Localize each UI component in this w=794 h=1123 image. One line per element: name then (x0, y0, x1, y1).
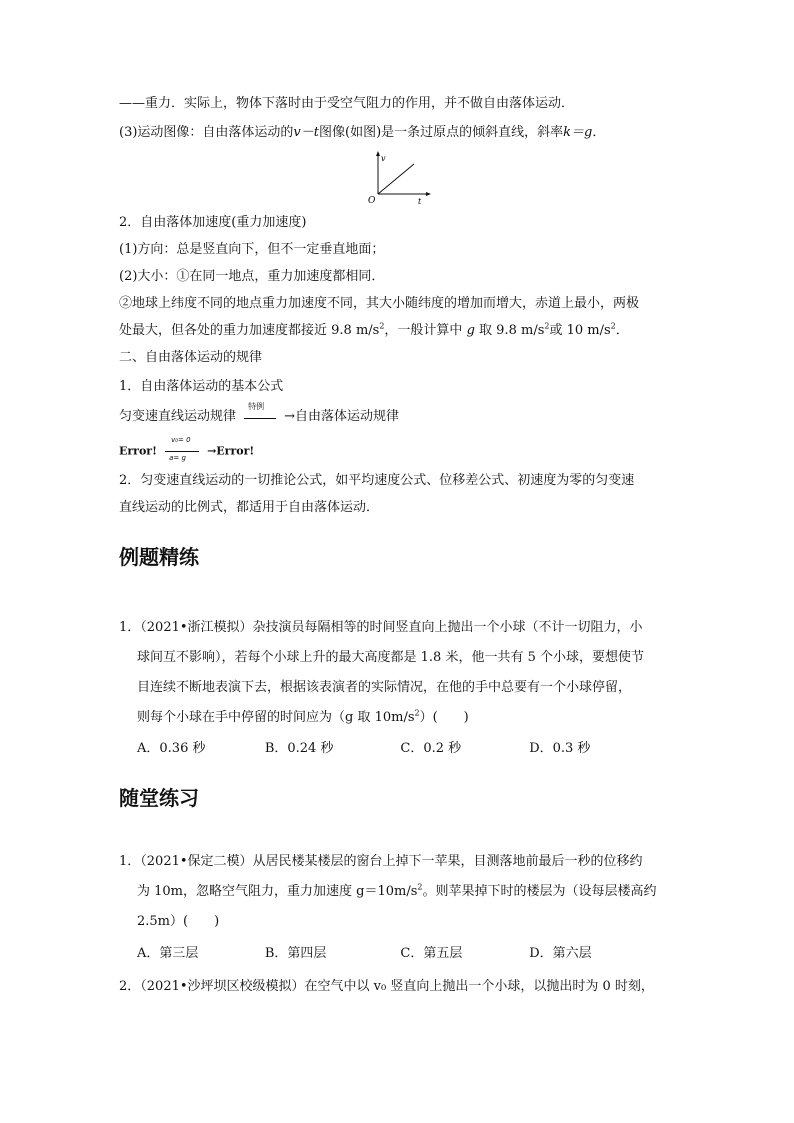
text-line (119, 499, 379, 517)
question-line (137, 709, 469, 727)
text-span: 处最大，但各处的重力加速度都接近 9.8 m/s (119, 323, 380, 338)
text-line (119, 241, 384, 259)
question-line (119, 853, 643, 871)
text-line (119, 401, 400, 426)
text-span: 匀变速直线运动规律 (119, 409, 237, 424)
arrow-shaft (165, 451, 199, 452)
text-span: ． (615, 323, 629, 338)
text-span: 目连续不断地表演下去，根据该表演者的实际情况，在他的手中总要有一个小球停留， (137, 680, 632, 695)
formula-vt: v－t (293, 125, 319, 140)
arrow-shaft (244, 418, 276, 419)
text-span: 图像(如图)是一条过原点的倾斜直线，斜率 (319, 125, 564, 140)
text-span: 1．自由落体运动的基本公式 (119, 379, 284, 394)
option-b[interactable]: B．0.24 秒 (264, 741, 334, 756)
text-line (119, 124, 605, 142)
formula-g: g (466, 323, 475, 338)
answer-options (137, 740, 657, 758)
vt-graph (366, 150, 436, 206)
text-span: →自由落体运动规律 (284, 409, 400, 424)
option-c[interactable]: C．0.2 秒 (400, 741, 462, 756)
text-span: 1．（2021•保定二模）从居民楼某楼层的窗台上掉下一苹果，目测落地前最后一秒的位移约 (119, 854, 643, 869)
text-span: 二、自由落体运动的规律 (119, 350, 263, 365)
text-span: (2)大小：①在同一地点，重力加速度都相同． (119, 269, 385, 284)
text-span: 直线运动的比例式，都适用于自由落体运动． (119, 500, 380, 515)
text-line (119, 436, 255, 462)
superscript: 2 (417, 882, 423, 892)
text-line (119, 322, 629, 340)
text-span: 则每个小球在手中停留的时间应为（g 取 10m/s (137, 710, 415, 725)
option-a[interactable]: A．第三层 (137, 946, 199, 961)
question-line (137, 913, 219, 931)
text-span: (3)运动图像：自由落体运动的 (119, 125, 294, 140)
superscript: 2 (610, 321, 616, 331)
text-span: 或 10 m/s (549, 323, 611, 338)
text-span: ——重力．实际上，物体下落时由于受空气阻力的作用，并不做自由落体运动． (119, 96, 575, 111)
question-line (119, 978, 654, 996)
text-span: ，一般计算中 (384, 323, 463, 338)
text-line (119, 95, 574, 113)
option-d[interactable]: D．0.3 秒 (529, 741, 591, 756)
special-case-arrow (240, 401, 284, 425)
error-text: →Error! (207, 444, 255, 458)
superscript: 2 (414, 708, 420, 718)
text-span: ②地球上纬度不同的地点重力加速度不同，其大小随纬度的增加而增大，赤道上最小，两极 (119, 296, 640, 311)
text-line (119, 214, 306, 232)
arrow-top-label: v₀= 0 (171, 436, 191, 444)
text-line (119, 472, 634, 490)
text-span: 2.5m）( ) (137, 914, 220, 929)
text-line (119, 268, 384, 286)
t-label: t (418, 197, 422, 206)
option-a[interactable]: A．0.36 秒 (137, 741, 206, 756)
text-span: 1．（2021•浙江模拟）杂技演员每隔相等的时间竖直向上抛出一个小球（不计一切阻力，小 (119, 620, 643, 635)
error-text: Error! (119, 444, 157, 458)
section-heading: 随堂练习 (119, 786, 199, 810)
t-axis-arrow (426, 192, 431, 196)
text-line (119, 295, 639, 313)
text-span: 取 9.8 m/s (479, 323, 545, 338)
superscript: 2 (379, 321, 385, 331)
vt-line (378, 164, 414, 194)
arrow-label: 特例 (248, 401, 265, 411)
section-heading: 例题精练 (119, 545, 199, 569)
text-span: ． (592, 125, 606, 140)
text-span: 球间互不影响），若每个小球上升的最大高度都是 1.8 米，他一共有 5 个小球，要想使节 (137, 650, 644, 665)
question-line (137, 883, 657, 901)
text-span: 2．匀变速直线运动的一切推论公式，如平均速度公式、位移差公式、初速度为零的匀变速 (119, 473, 635, 488)
question-line (137, 649, 644, 667)
text-span: 2．自由落体加速度(重力加速度) (119, 215, 307, 230)
text-span: ）( ) (419, 710, 469, 725)
question-line (119, 619, 643, 637)
v-label: v (381, 154, 386, 163)
answer-options (137, 945, 657, 963)
origin-label: O (368, 196, 376, 206)
condition-arrow (161, 436, 207, 462)
option-c[interactable]: C．第五层 (400, 946, 463, 961)
option-b[interactable]: B．第四层 (264, 946, 327, 961)
text-span: 为 10m，忽略空气阻力，重力加速度 g＝10m/s (137, 884, 418, 899)
text-line (119, 378, 283, 396)
arrow-bottom-label: a= g (169, 454, 186, 462)
option-d[interactable]: D．第六层 (529, 946, 592, 961)
text-span: 。则苹果掉下时的楼层为（设每层楼高约 (422, 884, 657, 899)
text-span: (1)方向：总是竖直向下，但不一定垂直地面； (119, 242, 385, 257)
text-span: 2．（2021•沙坪坝区校级模拟）在空气中以 v₀ 竖直向上抛出一个小球，以抛出时为 0 时刻， (119, 979, 654, 994)
text-line (119, 349, 262, 367)
v-axis-arrow (376, 151, 380, 156)
question-line (137, 679, 631, 697)
formula-k: k＝g (563, 125, 593, 140)
superscript: 2 (544, 321, 550, 331)
